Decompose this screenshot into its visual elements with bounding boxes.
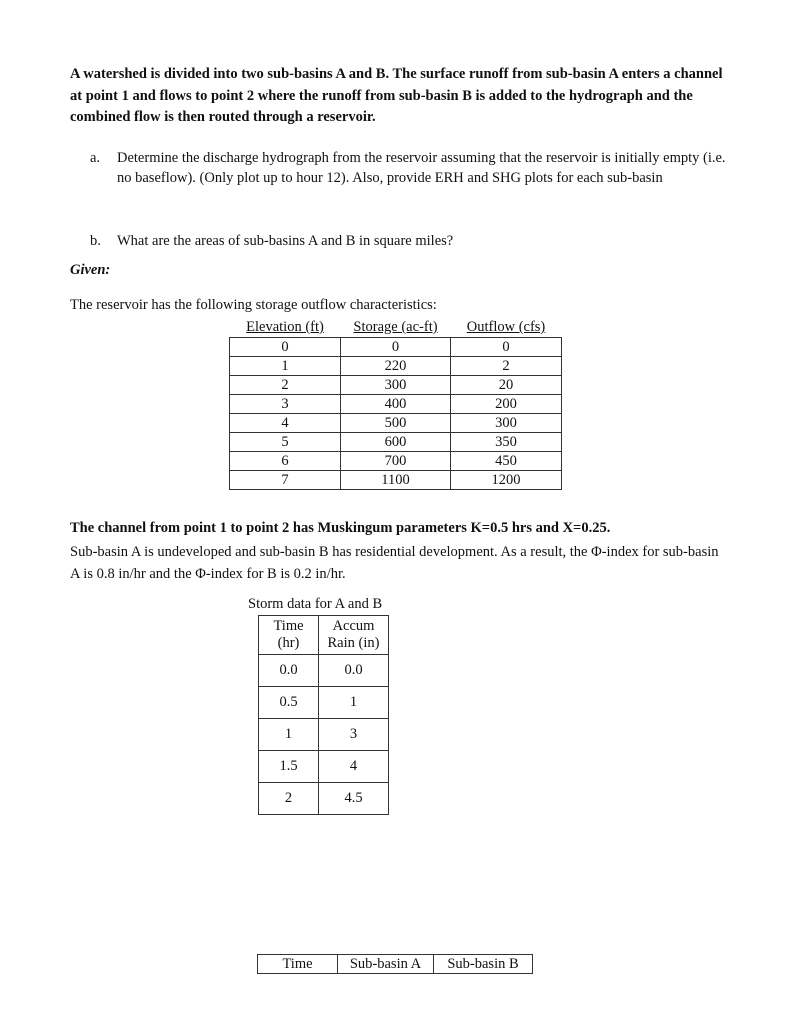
storm-table-row [259,719,389,751]
storm-table-row [259,655,389,687]
table-cell: 2 [451,357,562,376]
table-cell: 1 [319,687,389,719]
table-cell: 4 [230,414,341,433]
table-cell: 450 [451,452,562,471]
results-table-header [258,955,533,974]
header-time: Time (hr) [259,616,319,655]
table-cell: 20 [451,376,562,395]
reservoir-intro: The reservoir has the following storage outflow characteristics: [70,297,437,313]
table-cell: 0.5 [259,687,319,719]
subbasin-description: Sub-basin A is undeveloped and sub-basin B has residential development. As a result, the Φ-index for sub-basin A is 0.8 in/hr and the Φ-index for B is 0.2 in/hr. [70,544,719,582]
reservoir-table-row [230,376,562,395]
table-cell: 300 [451,414,562,433]
header-subbasin-a: Sub-basin A [338,955,434,974]
table-cell: 300 [341,376,451,395]
reservoir-table-row [230,395,562,414]
table-cell: 0.0 [259,655,319,687]
storm-table-header [259,616,389,655]
question-b [90,231,730,251]
header-subbasin-b: Sub-basin B [434,955,533,974]
question-b-label: b. [90,233,101,249]
table-cell: 6 [230,452,341,471]
storm-table-row [259,687,389,719]
results-table [257,954,533,974]
storm-table-row [259,751,389,783]
header-time: Time [258,955,338,974]
table-cell: 350 [451,433,562,452]
table-cell: 1100 [341,471,451,490]
problem-intro: A watershed is divided into two sub-basins A and B. The surface runoff from sub-basin A enters a channel at point 1 and flows to point 2 where the runoff from sub-basin B is added to the hydrograph and the combined flow is then routed through a reservoir. [70,66,723,125]
question-a-text: Determine the discharge hydrograph from the reservoir assuming that the reservoir is initially empty (i.e. no baseflow). (Only plot up to hour 12). Also, provide ERH and SHG plots for each sub-basin [117,150,726,186]
table-cell: 3 [230,395,341,414]
table-cell: 1 [259,719,319,751]
reservoir-table-row [230,433,562,452]
table-cell: 600 [341,433,451,452]
table-cell: 5 [230,433,341,452]
reservoir-table [229,317,562,490]
table-cell: 0 [230,338,341,357]
header-storage: Storage (ac-ft) [353,319,438,335]
storm-table [258,615,389,815]
table-cell: 4 [319,751,389,783]
channel-statement: The channel from point 1 to point 2 has Muskingum parameters K=0.5 hrs and X=0.25. [70,520,611,536]
storm-table-row [259,783,389,815]
table-cell: 3 [319,719,389,751]
table-cell: 2 [230,376,341,395]
table-cell: 0 [341,338,451,357]
reservoir-table-row [230,414,562,433]
table-cell: 0 [451,338,562,357]
table-cell: 1 [230,357,341,376]
table-cell: 200 [451,395,562,414]
table-cell: 500 [341,414,451,433]
table-cell: 7 [230,471,341,490]
header-elevation: Elevation (ft) [246,319,324,335]
reservoir-table-row [230,452,562,471]
reservoir-table-header [230,317,562,338]
table-cell: 400 [341,395,451,414]
table-cell: 700 [341,452,451,471]
header-accum-rain: Accum Rain (in) [319,616,389,655]
question-a-label: a. [90,150,101,166]
table-cell: 1.5 [259,751,319,783]
header-outflow: Outflow (cfs) [466,319,546,335]
given-heading: Given: [70,262,111,278]
table-cell: 4.5 [319,783,389,815]
table-cell: 220 [341,357,451,376]
table-cell: 2 [259,783,319,815]
reservoir-table-row [230,357,562,376]
question-a [90,148,730,188]
reservoir-table-row [230,338,562,357]
question-b-text: What are the areas of sub-basins A and B in square miles? [117,233,454,249]
reservoir-table-row [230,471,562,490]
storm-caption: Storm data for A and B [248,596,383,612]
table-cell: 1200 [451,471,562,490]
table-cell: 0.0 [319,655,389,687]
